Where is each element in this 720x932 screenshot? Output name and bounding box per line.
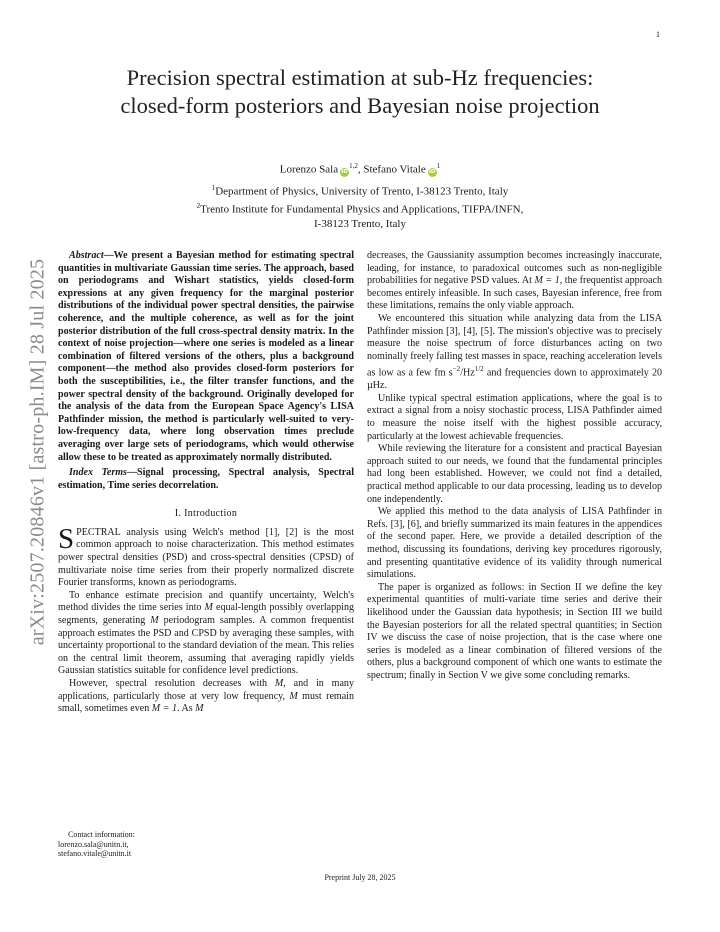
contact-label: Contact information: <box>68 830 135 839</box>
index-terms <box>58 467 354 492</box>
affiliation-number: 2 <box>196 202 201 210</box>
author-affiliation-mark: 1,2 <box>349 162 358 170</box>
orcid-icon[interactable]: iD <box>429 168 436 175</box>
author-name: Stefano Vitale <box>363 163 426 176</box>
preprint-date: Preprint July 28, 2025 <box>324 873 396 882</box>
paragraph: While reviewing the literature for a consistent and practical Bayesian approach suited to our needs, we found that the fundamental principles had long been established. However, we could not find a detailed, practical method applicable to our data processing, leading us to develop one independently. <box>367 443 662 505</box>
right-column <box>367 250 662 683</box>
contact-email[interactable]: stefano.vitale@unitn.it <box>58 849 132 859</box>
affiliation-text: Department of Physics, University of Trento, I-38123 Trento, Italy <box>215 185 509 198</box>
orcid-icon[interactable]: iD <box>341 168 348 175</box>
author-list <box>60 162 660 177</box>
index-terms-label: Index Terms <box>69 467 127 479</box>
index-terms-text: —Signal processing, Spectral analysis, Spectral estimation, Time series decorrelation. <box>58 467 354 491</box>
title-line-2: closed-form posteriors and Bayesian noise projection <box>120 93 600 118</box>
contact-information <box>58 830 135 859</box>
affiliation-2 <box>60 199 660 231</box>
section-heading: I. Introduction <box>174 508 238 520</box>
paragraph: SPECTRAL analysis using Welch's method [1], [2] is the most common approach to noise characterization. This method estimates power spectral densities (PSD) and cross-spectral densities (CPSD) of multivariate noise time series from their properly normalized discrete Fourier transforms, known as periodograms. <box>58 522 354 589</box>
page-number: 1 <box>656 30 660 39</box>
paragraph: decreases, the Gaussianity assumption becomes increasingly inaccurate, leading, for instance, to paradoxical outcomes such as non-negligible probabilities for negative PSD values. At M = 1, the frequentist approach becomes entirely infeasible. In such cases, Bayesian inference, free from these limitations, remains the only viable approach. <box>367 250 662 312</box>
paragraph: The paper is organized as follows: in Section II we define the key experimental quantities of multi-variate time series and derive their likelihood under the Gaussian data hypothesis; in Section III we build the Bayesian posteriors for all the related spectral quantities; in Section IV we discuss the case of noise projection, that is the case where one series is modeled as a linear combination of filtered versions of the others, plus a background component of which one wants to estimate the spectrum; finally in Section V we give some concluding remarks. <box>367 581 662 681</box>
arxiv-stamp[interactable]: arXiv:2507.20846v1 [astro-ph.IM] 28 Jul 2025 <box>26 258 49 646</box>
title-line-1: Precision spectral estimation at sub-Hz frequencies: <box>126 65 594 90</box>
drop-cap: S <box>58 522 75 555</box>
author-affiliation-mark: 1 <box>436 162 441 170</box>
left-column <box>58 250 354 716</box>
affiliation-1 <box>60 181 660 199</box>
paragraph: To enhance estimate precision and quantify uncertainty, Welch's method divides the time series into M equal-length possibly overlapping segments, generating M periodogram samples. A common frequentist approach estimates the PSD and CPSD by averaging these samples, with uncertainty proportional to the standard deviation of the mean. This relies on the central limit theorem, assuming that averaging rapidly yields Gaussian statistics suitable for confidence level predictions. <box>58 589 355 677</box>
affiliation-text: I-38123 Trento, Italy <box>314 217 406 230</box>
abstract <box>58 250 354 464</box>
paragraph: Unlike typical spectral estimation applications, where the goal is to extract a signal from a noisy stochastic process, LISA Pathfinder aimed to measure the noise itself with the highest possible accuracy, particularly at the lowest achievable frequencies. <box>367 392 662 442</box>
abstract-label: Abstract <box>69 250 104 261</box>
abstract-text: —We present a Bayesian method for estimating spectral quantities in multivariate Gaussian time series. The approach, based on periodograms and Wishart statistics, yields closed-form expressions at any given frequency for the marginal posterior distributions of the individual power spectral densities, the pairwise coherence, and the multiple coherence, as well as for the joint posterior distribution of the full cross-spectral density matrix. In the context of noise projection—where one series is modeled as a linear combination of filtered versions of the others, plus a background component—the method also provides closed-form posteriors for both the susceptibilities, i.e., the filter transfer functions, and the power spectral density of the background. Originally developed for the analysis of the data from the European Space Agency's LISA Pathfinder mission, the method is particularly well-suited to very-low-frequency data, where long observation times preclude averaging over large sets of periodograms, which would otherwise allow these to be treated as approximately normally distributed. <box>58 250 354 463</box>
paper-title <box>60 64 660 120</box>
affiliation-text: Trento Institute for Fundamental Physics and Applications, TIFPA/INFN, <box>200 203 524 216</box>
author-separator: , <box>357 163 364 176</box>
contact-email[interactable]: lorenzo.sala@unitn.it, <box>58 839 129 849</box>
paragraph: We encountered this situation while analyzing data from the LISA Pathfinder mission [3], [4], [5]. The mission's objective was to precisely measure the noise spectrum of force disturbances acting on two nominally freely falling test masses in space, reaching acceleration levels as low as a few fm $s^{-2}/Hz^{1/2}$ and frequencies down to approximately 20 µHz. <box>367 312 662 392</box>
paragraph: We applied this method to the data analysis of LISA Pathfinder in Refs. [3], [6], and briefly summarized its main features in the appendices of the second paper. Here, we provide a detailed description of the method, discussing its foundations, deriving key procedures rigorously, and presenting quantitative evidence of its validity through numerical simulations. <box>367 506 662 581</box>
author-name: Lorenzo Sala <box>279 163 339 176</box>
affiliation-number: 1 <box>211 184 216 192</box>
paragraph: However, spectral resolution decreases with M, and in many applications, particularly those at very low frequency, M must remain small, sometimes even M = 1. As M <box>58 678 354 715</box>
